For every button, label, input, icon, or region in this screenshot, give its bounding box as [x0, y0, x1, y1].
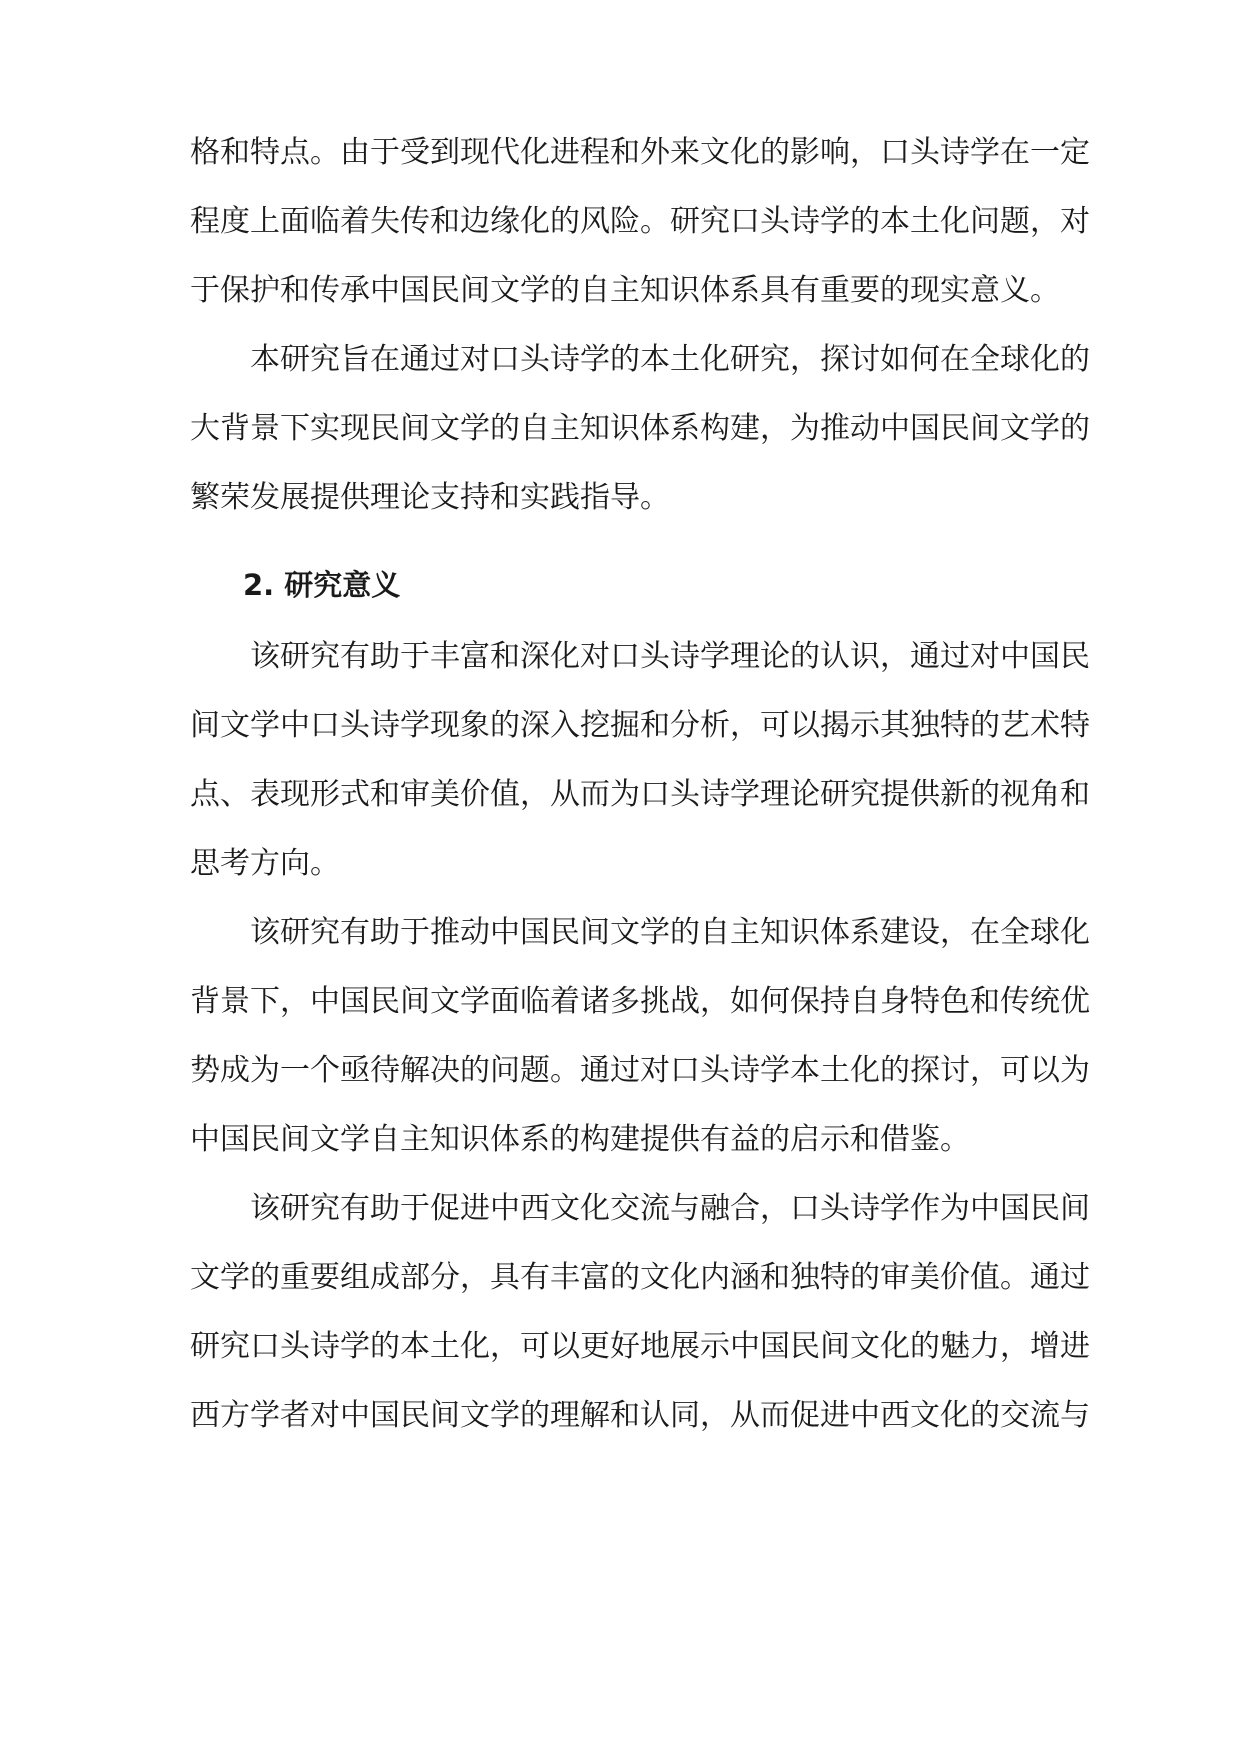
paragraph-3-line-1: 该研究有助于丰富和深化对口头诗学理论的认识，通过对中国民: [250, 639, 1090, 674]
paragraph-4-line-3: 势成为一个亟待解决的问题。通过对口头诗学本土化的探讨，可以为: [190, 1053, 1090, 1088]
paragraph-4-line-2: 背景下，中国民间文学面临着诸多挑战，如何保持自身特色和传统优: [190, 984, 1090, 1019]
paragraph-2-line-2: 大背景下实现民间文学的自主知识体系构建，为推动中国民间文学的: [190, 411, 1090, 446]
paragraph-2-line-1: 本研究旨在通过对口头诗学的本土化研究，探讨如何在全球化的: [250, 342, 1090, 377]
paragraph-3-line-4: 思考方向。: [190, 846, 340, 881]
paragraph-4-line-4: 中国民间文学自主知识体系的构建提供有益的启示和借鉴。: [190, 1122, 970, 1157]
paragraph-5-line-4: 西方学者对中国民间文学的理解和认同，从而促进中西文化的交流与: [190, 1398, 1090, 1433]
paragraph-3-line-2: 间文学中口头诗学现象的深入挖掘和分析，可以揭示其独特的艺术特: [190, 708, 1090, 743]
paragraph-1-line-3: 于保护和传承中国民间文学的自主知识体系具有重要的现实意义。: [190, 273, 1060, 308]
paragraph-5-line-2: 文学的重要组成部分，具有丰富的文化内涵和独特的审美价值。通过: [190, 1260, 1090, 1295]
paragraph-1-line-1: 格和特点。由于受到现代化进程和外来文化的影响，口头诗学在一定: [190, 135, 1090, 170]
paragraph-5-line-3: 研究口头诗学的本土化，可以更好地展示中国民间文化的魅力，增进: [190, 1329, 1090, 1364]
paragraph-4-line-1: 该研究有助于推动中国民间文学的自主知识体系建设，在全球化: [250, 915, 1090, 950]
paragraph-3-line-3: 点、表现形式和审美价值，从而为口头诗学理论研究提供新的视角和: [190, 777, 1090, 812]
paragraph-2-line-3: 繁荣发展提供理论支持和实践指导。: [190, 480, 670, 515]
section-heading: 2. 研究意义: [243, 568, 401, 602]
paragraph-5-line-1: 该研究有助于促进中西文化交流与融合，口头诗学作为中国民间: [250, 1191, 1090, 1226]
paragraph-1-line-2: 程度上面临着失传和边缘化的风险。研究口头诗学的本土化问题，对: [190, 204, 1090, 239]
